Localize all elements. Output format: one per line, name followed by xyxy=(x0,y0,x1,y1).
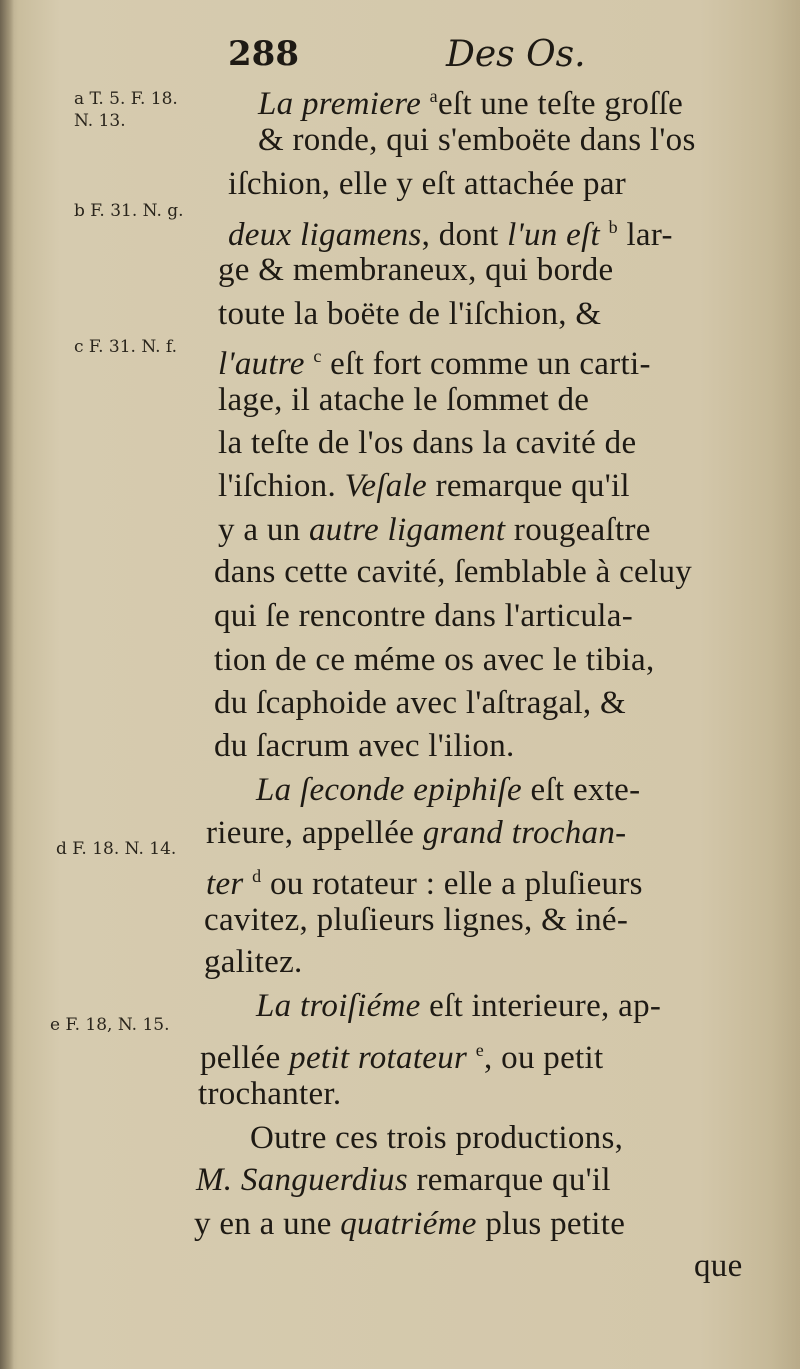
text-run: rieure, appellée xyxy=(206,815,423,851)
italic-phrase: l'un eſt xyxy=(507,217,601,253)
sidenote-b: b F. 31. N. g. xyxy=(74,201,184,221)
italic-phrase: petit rotateur xyxy=(289,1040,468,1076)
text-line: trochanter. xyxy=(198,1076,342,1112)
text-run: , dont xyxy=(421,217,508,253)
italic-phrase: La ſeconde epiphiſe xyxy=(256,772,522,808)
text-line: & ronde, qui s'emboëte dans l'os xyxy=(258,122,696,158)
text-line: la teſte de l'os dans la cavité de xyxy=(218,425,637,461)
text-line xyxy=(194,1204,625,1244)
text-line xyxy=(200,1030,603,1078)
italic-phrase: quatriéme xyxy=(340,1206,477,1242)
footnote-marker: c xyxy=(313,346,322,366)
space xyxy=(421,86,430,122)
italic-phrase: Veſale xyxy=(344,468,428,504)
text-line xyxy=(218,466,630,506)
running-head: Des Os. xyxy=(446,34,586,75)
text-line xyxy=(256,986,661,1026)
text-run: remarque qu'il xyxy=(407,1162,611,1198)
text-run: , ou petit xyxy=(484,1040,604,1076)
text-line xyxy=(218,510,651,550)
text-run: rougeaſtre xyxy=(505,512,651,548)
text-run: lar- xyxy=(617,217,673,253)
sidenote-e: e F. 18, N. 15. xyxy=(50,1015,170,1035)
text-line: Outre ces trois productions, xyxy=(250,1120,624,1156)
text-run: l'iſchion. xyxy=(218,468,345,504)
text-run: plus petite xyxy=(476,1206,626,1242)
page-number: 288 xyxy=(228,34,299,74)
text-line xyxy=(196,1160,611,1200)
text-line xyxy=(228,207,673,255)
text-line xyxy=(258,76,683,124)
text-line: du ſacrum avec l'ilion. xyxy=(214,728,515,764)
italic-phrase: l'autre xyxy=(218,346,305,382)
italic-phrase: autre ligament xyxy=(309,512,506,548)
text-run: eſt exte- xyxy=(521,772,641,808)
text-run: eſt interieure, ap- xyxy=(420,988,662,1024)
text-run: y a un xyxy=(218,512,309,548)
footnote-marker: b xyxy=(608,217,618,237)
text-line: cavitez, pluſieurs lignes, & iné- xyxy=(204,902,629,938)
sidenote-d: d F. 18. N. 14. xyxy=(56,839,177,859)
italic-phrase: grand trochan- xyxy=(422,815,627,851)
italic-phrase: deux ligamens xyxy=(228,217,422,253)
sidenote-a-cont: N. 13. xyxy=(74,111,126,131)
text-run: eſt fort comme un carti- xyxy=(321,346,651,382)
text-line: iſchion, elle y eſt attachée par xyxy=(228,166,627,202)
italic-phrase: La premiere xyxy=(258,86,422,122)
text-run: eſt une teſte groſſe xyxy=(437,86,684,122)
text-line: tion de ce méme os avec le tibia, xyxy=(214,642,655,678)
space xyxy=(244,866,253,902)
catchword: que xyxy=(694,1248,743,1284)
footnote-marker: e xyxy=(475,1040,485,1060)
text-run: pellée xyxy=(200,1040,290,1076)
text-run: remarque qu'il xyxy=(427,468,630,504)
sidenote-c: c F. 31. N. f. xyxy=(74,337,178,357)
text-line: lage, il atache le ſommet de xyxy=(218,382,590,418)
text-line xyxy=(256,770,640,810)
italic-phrase: ter xyxy=(206,866,244,902)
sidenote-a: a T. 5. F. 18. xyxy=(74,89,178,109)
text-line: dans cette cavité, ſemblable à celuy xyxy=(214,554,693,590)
text-run: y en a une xyxy=(194,1206,341,1242)
text-line xyxy=(218,336,651,384)
italic-phrase: M. Sanguerdius xyxy=(196,1162,408,1198)
text-line xyxy=(206,856,643,904)
text-line: qui ſe rencontre dans l'articula- xyxy=(214,598,633,634)
footnote-marker: d xyxy=(252,866,262,886)
text-line: du ſcaphoide avec l'aſtragal, & xyxy=(214,685,626,721)
text-line: galitez. xyxy=(204,944,303,980)
text-run: ou rotateur : elle a pluſieurs xyxy=(261,866,643,902)
text-line: ge & membraneux, qui borde xyxy=(218,252,614,288)
italic-phrase: La troiſiéme xyxy=(256,988,421,1024)
footnote-marker: a xyxy=(429,86,438,106)
space xyxy=(467,1040,476,1076)
text-line xyxy=(206,813,626,853)
text-line: toute la boëte de l'iſchion, & xyxy=(218,296,602,332)
